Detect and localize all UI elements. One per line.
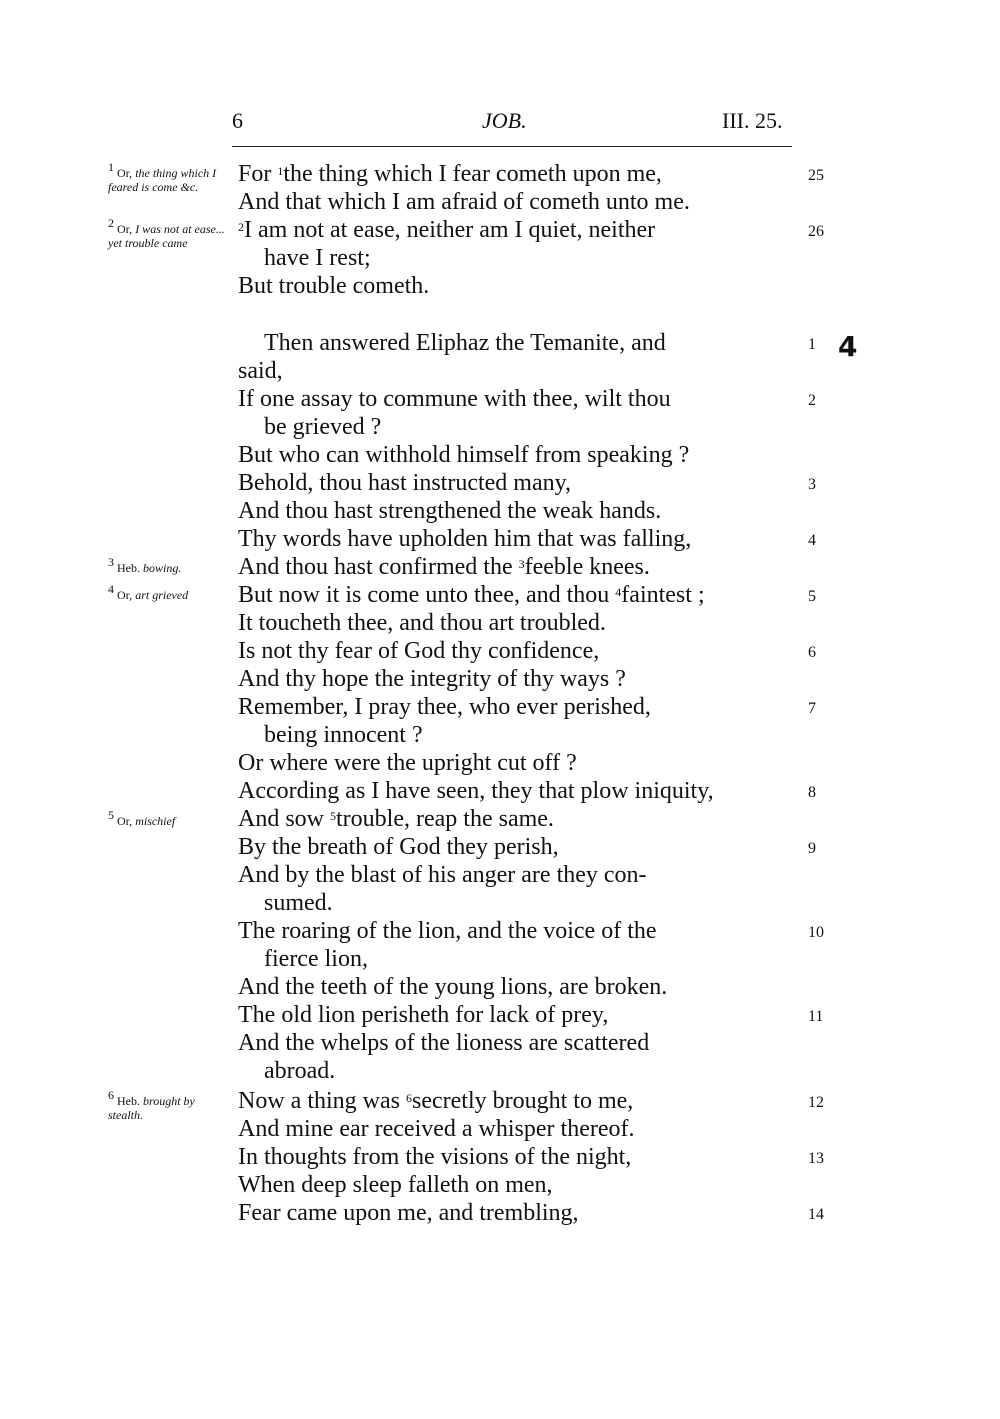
text-line: Now a thing was $^6$secretly brought to me, xyxy=(238,1088,634,1114)
text-line: abroad. xyxy=(264,1058,336,1084)
chapter-verse-reference: III. 25. xyxy=(722,108,783,133)
text-line: Fear came upon me, and trembling, xyxy=(238,1200,579,1226)
text-line: Is not thy fear of God thy confidence, xyxy=(238,638,600,664)
text-line: Remember, I pray thee, who ever perished, xyxy=(238,694,651,720)
text-line: The old lion perisheth for lack of prey, xyxy=(238,1002,609,1028)
text-line: But trouble cometh. xyxy=(238,273,430,299)
header-rule xyxy=(232,146,792,147)
note-marker: 6 xyxy=(405,1091,412,1105)
text-line: $^2$I am not at ease, neither am I quiet, neither xyxy=(238,217,656,243)
verse-number: 13 xyxy=(808,1150,824,1167)
verse-number: 5 xyxy=(808,588,816,605)
margin-note: $^1$ Or, the thing which I feared is come &c. xyxy=(108,160,217,194)
text-line: The roaring of the lion, and the voice of the xyxy=(238,918,657,944)
margin-note: $^3$ Heb. bowing. xyxy=(108,555,182,575)
verse-number: 12 xyxy=(808,1094,824,1111)
page-number: 6 xyxy=(232,108,243,133)
text-line: If one assay to commune with thee, wilt thou xyxy=(238,386,671,412)
text-line: For $^1$the thing which I fear cometh upon me, xyxy=(238,161,662,187)
text-line: Or where were the upright cut off ? xyxy=(238,750,577,776)
text-line: sumed. xyxy=(264,890,333,916)
running-title: JOB. xyxy=(482,108,527,133)
text-line: But now it is come unto thee, and thou $^4$faintest ; xyxy=(238,582,705,608)
verse-number: 26 xyxy=(808,223,824,240)
verse-number: 10 xyxy=(808,924,824,941)
text-line: When deep sleep falleth on men, xyxy=(238,1172,553,1198)
text-line: In thoughts from the visions of the night, xyxy=(238,1144,632,1170)
verse-number: 14 xyxy=(808,1206,824,1223)
margin-note: $^4$ Or, art grieved xyxy=(108,582,189,602)
verse-number: 1 xyxy=(808,336,816,353)
verse-number: 7 xyxy=(808,700,816,717)
verse-number: 25 xyxy=(808,167,824,184)
verse-number: 2 xyxy=(808,392,816,409)
text-line: Behold, thou hast instructed many, xyxy=(238,470,572,496)
text-line: And thy hope the integrity of thy ways ? xyxy=(238,666,626,692)
text-line: But who can withhold himself from speaking ? xyxy=(238,442,690,468)
verse-number: 3 xyxy=(808,476,816,493)
text-line: fierce lion, xyxy=(264,946,368,972)
verse-number: 4 xyxy=(808,532,816,549)
text-line: And mine ear received a whisper thereof. xyxy=(238,1116,635,1142)
text-line: And that which I am afraid of cometh unto me. xyxy=(238,189,690,215)
text-line: And sow $^5$trouble, reap the same. xyxy=(238,806,554,832)
note-marker: 4 xyxy=(615,585,622,599)
text-line: being innocent ? xyxy=(264,722,423,748)
margin-note: $^5$ Or, mischief xyxy=(108,808,176,828)
note-marker: 1 xyxy=(277,164,284,178)
text-line: be grieved ? xyxy=(264,414,382,440)
verse-number: 6 xyxy=(808,644,816,661)
text-line: Thy words have upholden him that was falling, xyxy=(238,526,692,552)
text-line: And by the blast of his anger are they con- xyxy=(238,862,647,888)
verse-number: 11 xyxy=(808,1008,824,1025)
chapter-number: 4 xyxy=(838,330,858,363)
margin-note: $^2$ Or, I was not at ease... yet trouble came xyxy=(108,216,225,250)
verse-number: 9 xyxy=(808,840,816,857)
text-line: And the teeth of the young lions, are broken. xyxy=(238,974,668,1000)
text-line: have I rest; xyxy=(264,245,371,271)
text-line: By the breath of God they perish, xyxy=(238,834,559,860)
text-line: And thou hast strengthened the weak hands. xyxy=(238,498,662,524)
verse-number: 8 xyxy=(808,784,816,801)
text-line: And the whelps of the lioness are scattered xyxy=(238,1030,650,1056)
text-line: According as I have seen, they that plow iniquity, xyxy=(238,778,714,804)
text-line: Then answered Eliphaz the Temanite, and xyxy=(264,330,666,356)
note-marker: 3 xyxy=(518,557,525,571)
note-marker: 5 xyxy=(330,809,337,823)
text-line: And thou hast confirmed the $^3$feeble knees. xyxy=(238,554,650,580)
text-line: It toucheth thee, and thou art troubled. xyxy=(238,610,606,636)
note-marker: 2 xyxy=(238,220,244,234)
text-line: said, xyxy=(238,358,283,384)
margin-note: $^6$ Heb. brought by stealth. xyxy=(108,1088,195,1122)
